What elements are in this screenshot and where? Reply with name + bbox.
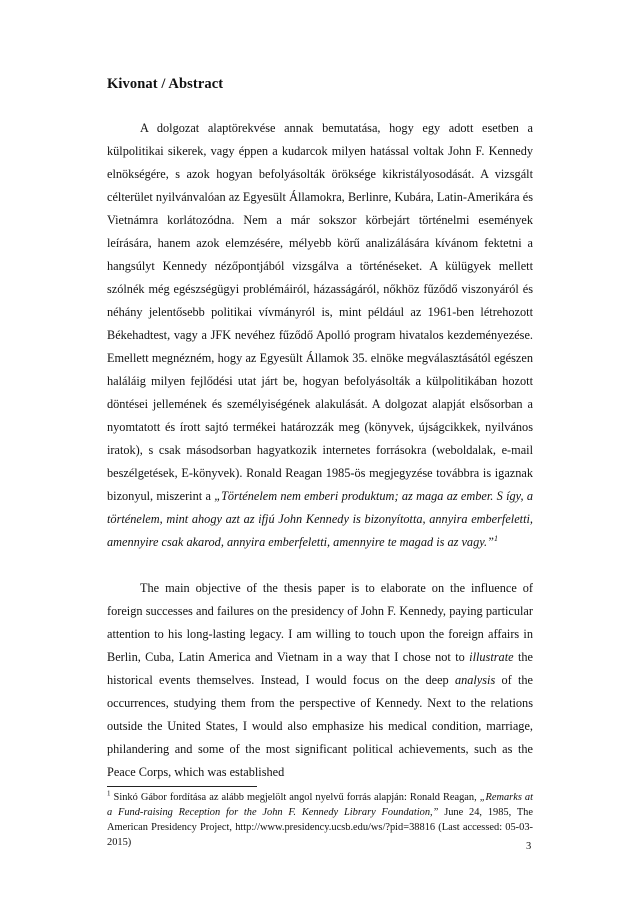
footnote-mark: 1 (107, 789, 111, 798)
en-body-text-3: of the occurrences, studying them from the perspective of Kennedy. Next to the relations outside the United States, I would also emphasize his medical condition, marriage, philandering and some of the most significant political achievements, such as the Peace Corps, which was established (107, 673, 534, 779)
abstract-english (107, 577, 533, 784)
hu-body-text: A dolgozat alaptörekvése annak bemutatása, hogy egy adott esetben a külpolitikai sikerek, vagy éppen a kudarcok milyen hatással voltak John F. Kennedy elnökségére, s azok hogyan befolyásolták öröksége kikristályosodását. A vizsgált célterület nyilvánvalóan az Egyesült Államokra, Berlinre, Kubára, Latin-Amerikára és Vietnámra korlátozódna. Nem a már sokszor körbejárt történelmi események leírására, hanem azok elemzésére, mélyebb körű analizálására kívánom fektetni a hangsúlyt Kennedy nézőpontjából vizsgálva a történéseket. A külügyek mellett szólnék még egészségügyi problémáiról, házasságáról, nőkhöz fűződő viszonyáról és néhány jelentősebb politikai vívmányról is, mint például az 1961-ben létrehozott Békehadtest, vagy a JFK nevéhez fűződő Apolló program hivatalos kezdeményezése. Emellett megnézném, hogy az Egyesült Államok 35. elnöke megválasztásától egészen haláláig milyen fejlődési utat járt be, hogyan befolyásolták a külpolitikában hozott döntései jellemének és személyiségének alakulását. A dolgozat alapját elsősorban a nyomtatott és írott sajtó termékei határozzák meg (könyvek, újságcikkek, nyilvános iratok), s csak másodsorban hagyatkozik internetes forrásokra (weboldalak, e-mail beszélgetések, E-könyvek). Ronald Reagan 1985-ös megjegyzése továbbra is igaznak bizonyul, miszerint a (107, 121, 533, 503)
abstract-hungarian (107, 117, 533, 554)
en-body-text-1: The main objective of the thesis paper is to elaborate on the influence of foreign successes and failures on the presidency of John F. Kennedy, paying particular attention to his long-lasting legacy. I am willing to touch upon the foreign affairs in Berlin, Cuba, Latin America and Vietnam in a way that I chose not to (107, 581, 533, 664)
en-italic-illustrate: illustrate (469, 650, 514, 664)
en-italic-analysis: analysis (454, 673, 496, 687)
en-body-text-2: the historical events themselves. Instead, I would focus on the deep (107, 650, 533, 687)
page-number: 3 (526, 841, 532, 852)
footnote-reference[interactable]: 1 (493, 533, 498, 543)
footnote-text-2: June 24, 1985, The American Presidency Project, http://www.presidency.ucsb.edu/ws/?pid=38816 (Last accessed: 05-03-2015) (107, 807, 533, 848)
section-heading: Kivonat / Abstract (107, 76, 224, 92)
footnote-source-title: „Remarks at a Fund-raising Reception for the John F. Kennedy Library Foundation,” (107, 792, 533, 818)
reagan-quote: „Történelem nem emberi produktum; az maga az ember. S így, a történelem, mint ahogy azt az ifjú John Kennedy is bizonyította, annyira emberfeletti, amennyire csak akarod, annyira emberfeletti, amennyire te magad is az vagy.” (107, 489, 533, 549)
footnote (107, 790, 533, 850)
footnote-divider (107, 786, 257, 787)
footnote-text-1: Sinkó Gábor fordítása az alább megjelölt angol nyelvű forrás alapján: Ronald Reagan, (110, 792, 480, 803)
